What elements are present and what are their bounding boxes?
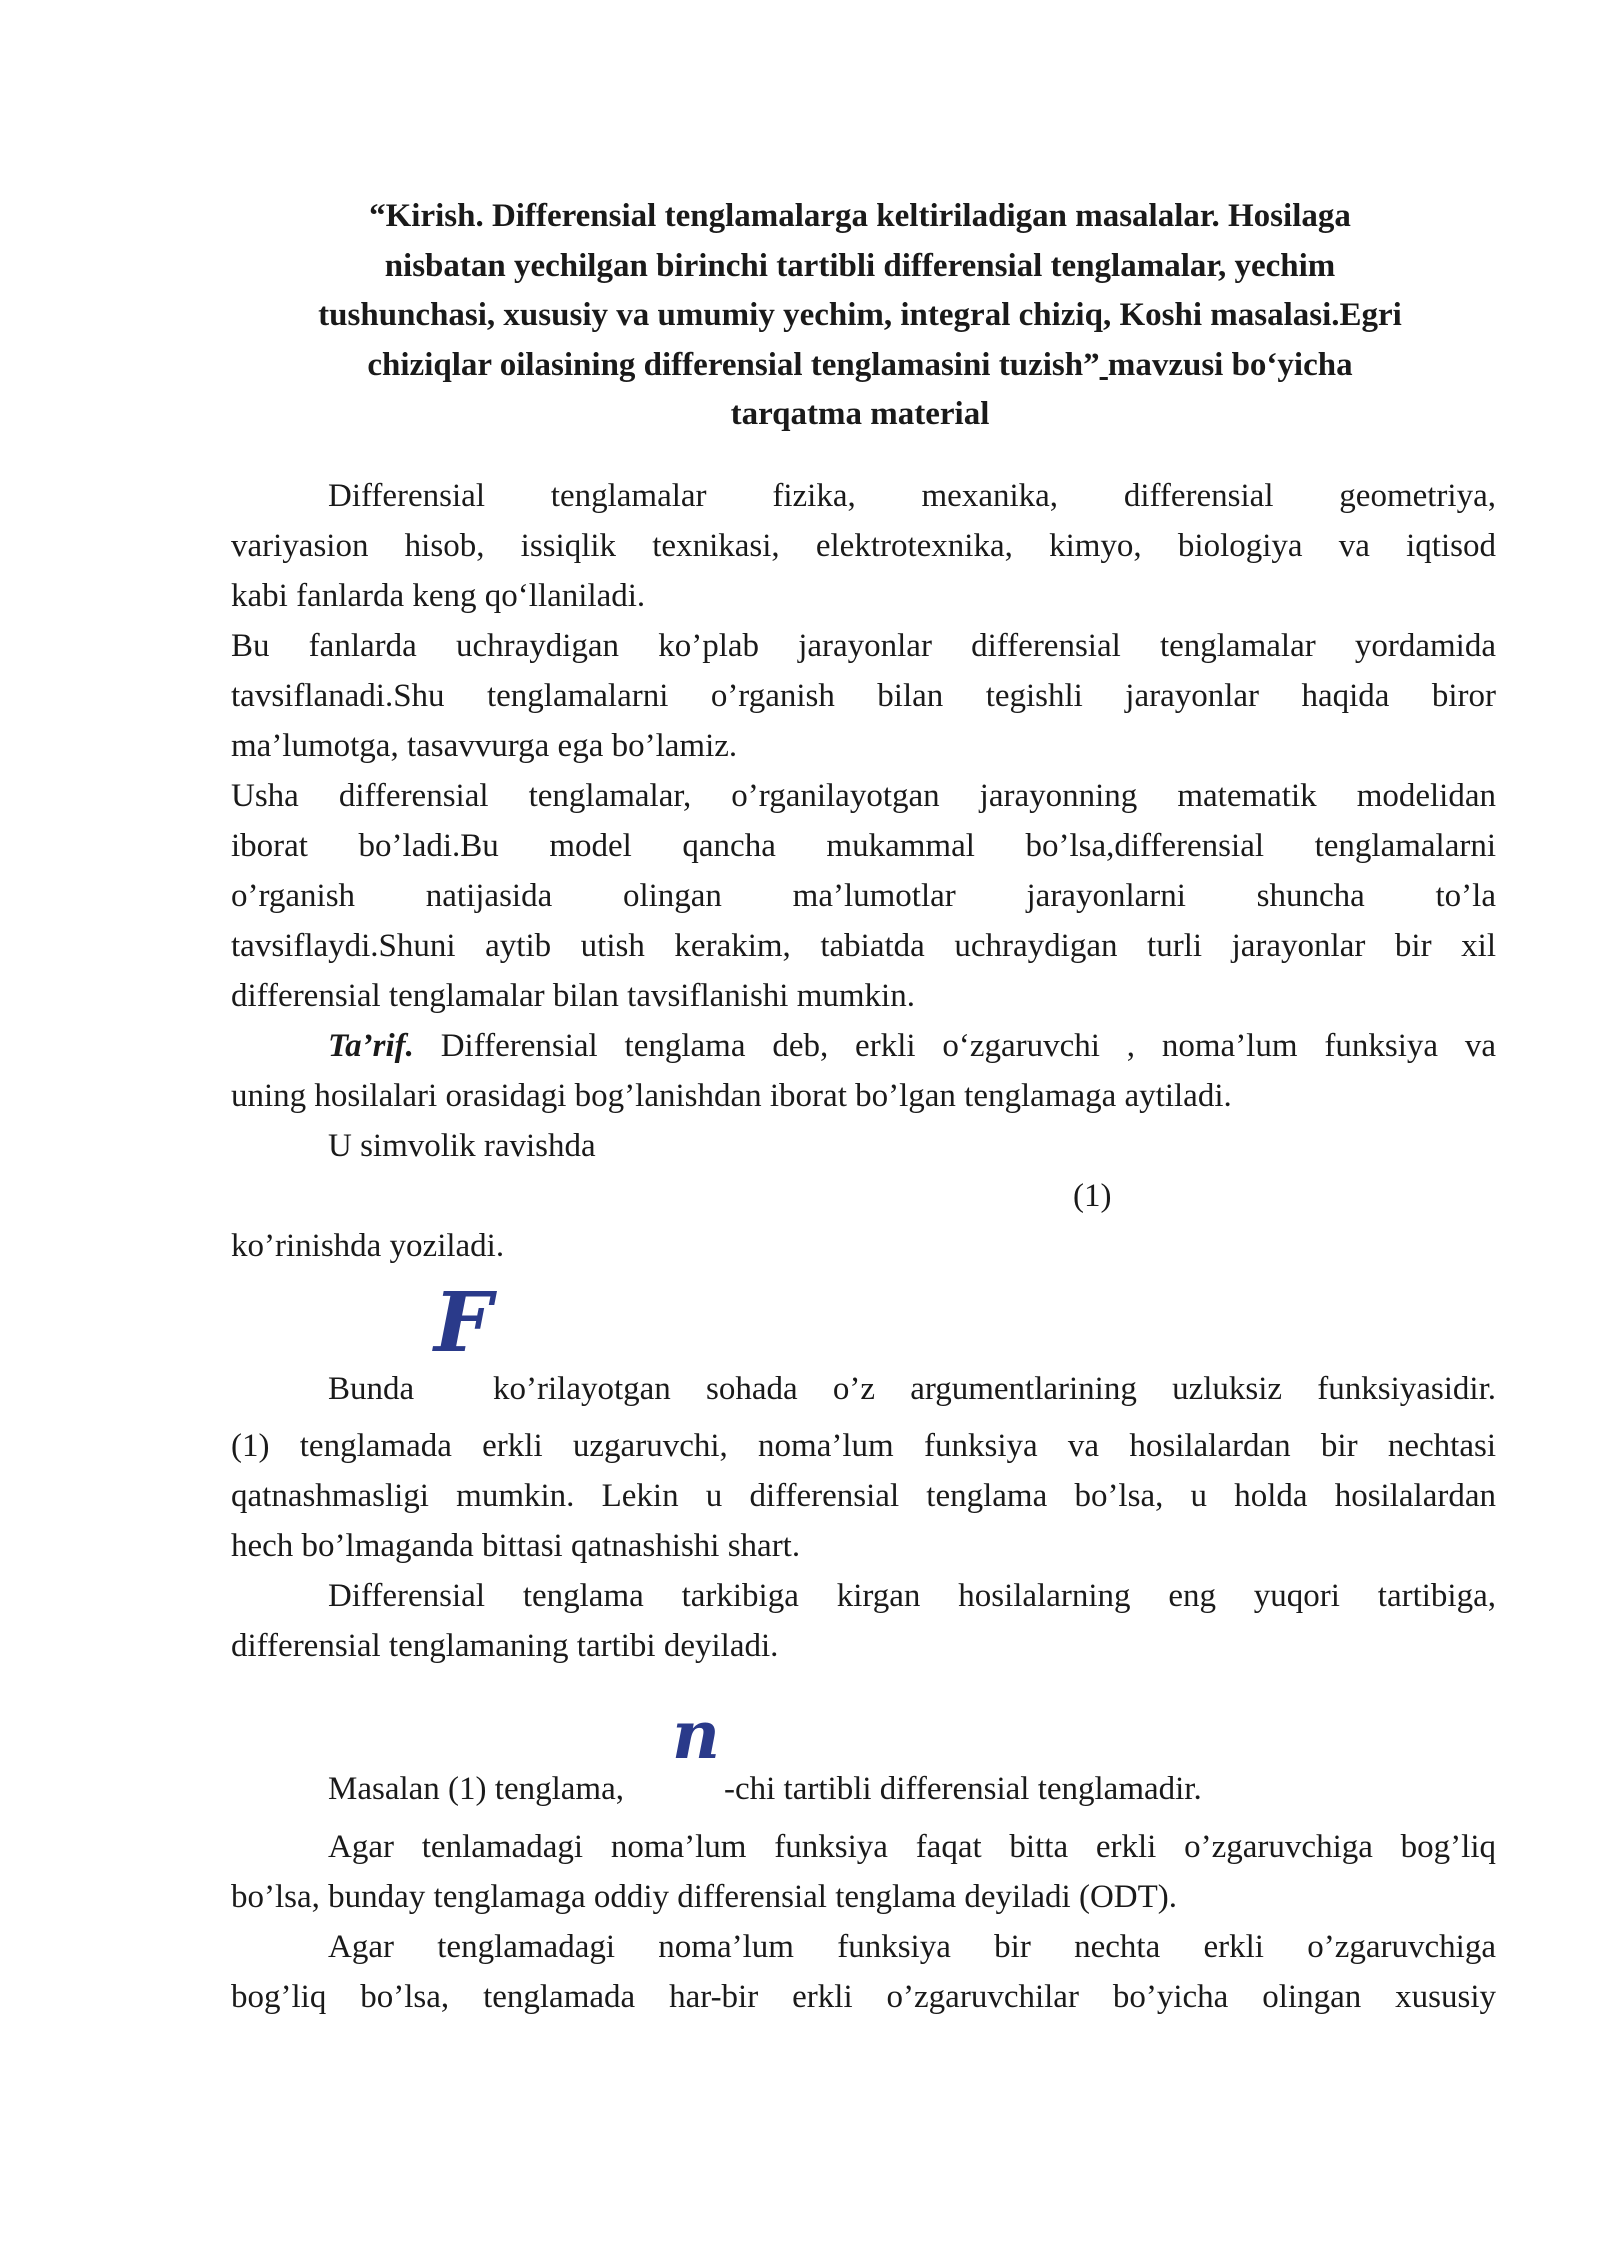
paragraph-8 — [231, 1421, 1496, 1571]
symbol-F-image: F — [434, 1275, 493, 1371]
body-block-3 — [231, 1822, 1496, 2022]
paragraph-definition — [231, 1021, 1496, 1121]
paragraph-symbolic — [231, 1121, 1496, 1171]
definition-term: Ta’rif. — [328, 1028, 414, 1064]
text-line: Differensial tenglama tarkibiga kirgan hosilalarning eng yuqori tartibiga, — [328, 1578, 1496, 1614]
title-underline-space — [1100, 347, 1108, 383]
title-line: nisbatan yechilgan birinchi tartibli differensial tenglamalar, yechim — [384, 247, 1336, 284]
title-line-part: mavzusi bo‘yicha — [1107, 346, 1353, 383]
text-line: Usha differensial tenglamalar, o’rganilayotgan jarayonning matematik modelidan — [231, 778, 1496, 814]
text-line: tavsiflanadi.Shu tenglamalarni o’rganish bilan tegishli jarayonlar haqida biror — [231, 678, 1496, 714]
text-line: o’rganish natijasida olingan ma’lumotlar jarayonlarni shuncha to’la — [231, 878, 1496, 914]
title-line: “Kirish. Differensial tenglamalarga keltiriladigan masalalar. Hosilaga — [369, 198, 1351, 234]
paragraph-9 — [231, 1571, 1496, 1671]
paragraph-example-text: -chi tartibli differensial tenglamadir. — [724, 1771, 1202, 1807]
paragraph-2 — [231, 621, 1496, 771]
text-line: uning hosilalari orasidagi bog’lanishdan iborat bo’lgan tenglamaga aytiladi. — [231, 1078, 1232, 1114]
body-block-2 — [231, 1421, 1496, 1671]
equation-number: (1) — [1073, 1178, 1112, 1214]
paragraph-bunda-label: Bunda — [328, 1371, 415, 1407]
text-line: Agar tenglamadagi noma’lum funksiya bir nechta erkli o’zgaruvchiga — [328, 1929, 1496, 1965]
paragraph-3 — [231, 771, 1496, 1021]
text-line: differensial tenglamalar bilan tavsiflanishi mumkin. — [231, 978, 915, 1014]
definition-text: Differensial tenglama deb, erkli o‘zgaruvchi , noma’lum funksiya va — [413, 1028, 1496, 1064]
title-line-part: chiziqlar oilasining differensial tenglamasini tuzish” — [367, 346, 1100, 383]
text-line: tavsiflaydi.Shuni aytib utish kerakim, tabiatda uchraydigan turli jarayonlar bir xil — [231, 928, 1496, 964]
paragraph-written-form: ko’rinishda yoziladi. — [231, 1228, 505, 1264]
title-line: tarqatma material — [730, 396, 990, 432]
text-line: iborat bo’ladi.Bu model qancha mukammal bo’lsa,differensial tenglamalarni — [231, 828, 1496, 864]
paragraph-1 — [231, 471, 1496, 621]
symbol-n-image: n — [672, 1696, 720, 1774]
text-line: (1) tenglamada erkli uzgaruvchi, noma’lum funksiya va hosilalardan bir nechtasi — [231, 1428, 1496, 1464]
paragraph-11 — [231, 1822, 1496, 1922]
text-line: bog’liq bo’lsa, tenglamada har-bir erkli o’zgaruvchilar bo’yicha olingan xususiy — [231, 1979, 1496, 2015]
paragraph-12 — [231, 1922, 1496, 2022]
text-line: hech bo’lmaganda bittasi qatnashishi shart. — [231, 1528, 801, 1564]
paragraph-example-label: Masalan (1) tenglama, — [328, 1771, 624, 1807]
text-line — [231, 1021, 1496, 1071]
paragraph-bunda-text: ko’rilayotgan sohada o’z argumentlarining uzluksiz funksiyasidir. — [493, 1371, 1496, 1407]
text-line: Differensial tenglamalar fizika, mexanika, differensial geometriya, — [328, 478, 1496, 514]
text-line: bo’lsa, bunday tenglamaga oddiy differensial tenglama deyiladi (ODT). — [231, 1879, 1178, 1915]
text-line: kabi fanlarda keng qo‘llaniladi. — [231, 578, 646, 614]
text-line: U simvolik ravishda — [328, 1128, 596, 1164]
text-line: ma’lumotga, tasavvurga ega bo’lamiz. — [231, 728, 738, 764]
text-line: variyasion hisob, issiqlik texnikasi, elektrotexnika, kimyo, biologiya va iqtisod — [231, 528, 1496, 564]
title-line — [230, 341, 1490, 391]
body-block-1 — [231, 471, 1496, 1171]
text-line: qatnashmasligi mumkin. Lekin u differensial tenglama bo’lsa, u holda hosilalardan — [231, 1478, 1496, 1514]
document-title — [230, 192, 1490, 440]
text-line: Bu fanlarda uchraydigan ko’plab jarayonlar differensial tenglamalar yordamida — [231, 628, 1496, 664]
title-line: tushunchasi, xususiy va umumiy yechim, integral chiziq, Koshi masalasi.Egri — [318, 297, 1402, 333]
text-line: differensial tenglamaning tartibi deyiladi. — [231, 1628, 779, 1664]
text-line: Agar tenlamadagi noma’lum funksiya faqat bitta erkli o’zgaruvchiga bog’liq — [328, 1829, 1496, 1865]
